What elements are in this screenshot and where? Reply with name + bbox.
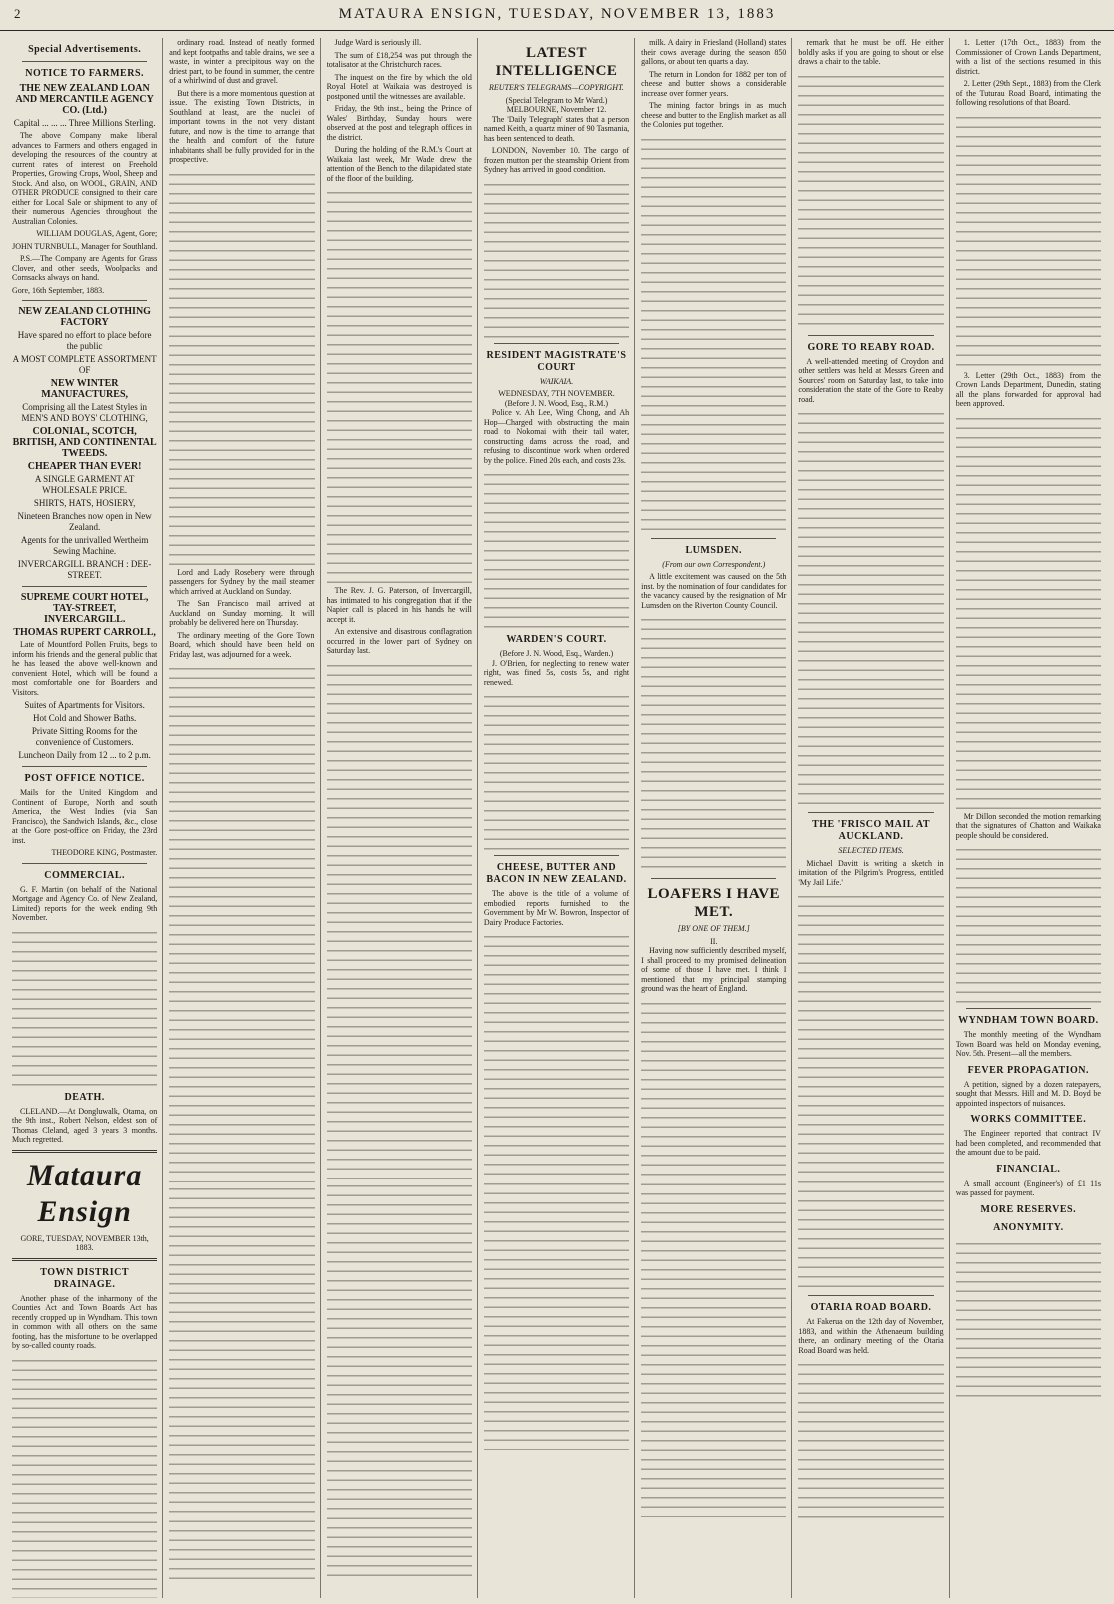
rm-court-text-block: [484, 468, 629, 628]
wardens-court-body: J. O'Brien, for neglecting to renew water right, was fined 5s, costs 5s, and right renewed.: [483, 658, 630, 687]
financial-heading: FINANCIAL.: [996, 1163, 1061, 1175]
col2-body-1: ordinary road. Instead of neatly formed and kept footpaths and table drains, we see a waste, in winter a precipitous way on the driest part, to be found in summer, the centre of a whirlwind of dust and gravel.: [169, 38, 315, 85]
gore-reaby-text-block: [798, 407, 943, 807]
drainage-heading: TOWN DISTRICT DRAINAGE.: [40, 1266, 130, 1290]
king-signature: THEODORE KING, Postmaster.: [51, 848, 158, 857]
wardens-text-block: [484, 690, 629, 850]
page-number: 2: [14, 6, 23, 21]
loafers-byline: [BY ONE OF THEM.]: [677, 924, 750, 933]
col3-body-1: Judge Ward is seriously ill.: [334, 38, 422, 47]
fever-heading: FEVER PROPAGATION.: [967, 1064, 1090, 1076]
gore-date: Gore, 16th September, 1883.: [12, 285, 105, 295]
hotel-heading: SUPREME COURT HOTEL, TAY-STREET, INVERCARGILL.: [20, 592, 149, 625]
wholesale-line: A SINGLE GARMENT AT WHOLESALE PRICE.: [34, 474, 135, 495]
sitting-line: Private Sitting Rooms for the convenience of Customers.: [31, 726, 138, 747]
wertheim-line: Agents for the unrivalled Wertheim Sewing Machine.: [20, 535, 149, 556]
wyndham-body: The monthly meeting of the Wyndham Town Board was held on Monday evening, Nov. 5th. Present—all the members.: [955, 1030, 1101, 1058]
col3-body-4: Friday, the 9th inst., being the Prince of Wales' Birthday, Sunday hours were observed at the post and telegraph offices in the district.: [326, 104, 472, 142]
col3-text-block-3: [327, 1179, 472, 1579]
telegram-dateline: (Special Telegram to Mr Ward.) MELBOURNE, November 12.: [505, 95, 608, 114]
col6-body-1: remark that he must be off. He either boldly asks if you are going to shout or else draws a chair to the table.: [798, 38, 944, 66]
wyndham-heading: WYNDHAM TOWN BOARD.: [958, 1015, 1099, 1026]
col5-body-1: milk. A dairy in Friesland (Holland) states their cows average during the season 850 gallons, or about ten quarts a day.: [641, 38, 787, 66]
douglas-signature: WILLIAM DOUGLAS, Agent, Gore;: [36, 229, 158, 238]
column-1: [12, 38, 163, 1598]
col3-body-5: During the holding of the R.M.'s Court at Waikaia last week, Mr Wade drew the attention of the Bench to the dilapidated state of the floor of the building.: [326, 145, 472, 183]
carroll-name: THOMAS RUPERT CARROLL,: [13, 627, 156, 638]
rm-court-body: Police v. Ah Lee, Wing Chong, and Ah Hop—Charged with obstructing the main road to Nokomai with their tail water, constructing dams across the road, and refusing to discontinue work when ordered by the police. Fined 20s each, and costs 23s.: [483, 408, 630, 465]
col3-body-2: The sum of £18,254 was put through the totalisator at the Christchurch races.: [326, 50, 472, 69]
col2-text-block-3: [169, 1182, 314, 1582]
frisco-sub: SELECTED ITEMS.: [838, 846, 904, 855]
mens-clothing: Comprising all the Latest Styles in MEN'S AND BOYS' CLOTHING,: [21, 402, 148, 423]
financial-body: A small account (Engineer's) of £1 11s was passed for payment.: [955, 1178, 1101, 1197]
col7-body-4: Mr Dillon seconded the motion remarking that the signatures of Chatton and Waikaka people should be considered.: [955, 811, 1101, 840]
lumsden-heading: LUMSDEN.: [685, 544, 743, 556]
col2-text-block-2: [169, 662, 314, 1182]
telegram-2: LONDON, November 10. The cargo of frozen mutton per the steamship Orient from Sydney has arrived in good condition.: [483, 146, 630, 174]
capital-line: Capital ... ... ... Three Millions Sterling.: [13, 118, 156, 128]
rm-court-date: WEDNESDAY, 7TH NOVEMBER.: [498, 389, 615, 398]
col2-body-5: The ordinary meeting of the Gore Town Board, which should have been held on Friday last, was adjourned for a week.: [169, 630, 315, 659]
column-6: [798, 38, 949, 1598]
works-body: The Engineer reported that contract IV had been completed, and recommended that the amount due to be paid.: [955, 1129, 1101, 1157]
column-3: [327, 38, 478, 1598]
frisco-text-block: [798, 890, 943, 1290]
gore-reaby-body: A well-attended meeting of Croydon and other settlers was held at Messrs Green and Sources' room on Saturday last, to take into consideration the state of the Gore to Reaby road.: [798, 356, 944, 404]
works-heading: WORKS COMMITTEE.: [970, 1114, 1087, 1125]
special-ads-heading: Special Advertisements.: [28, 44, 142, 55]
luncheon-line: Luncheon Daily from 12 ... to 2 p.m.: [18, 750, 151, 760]
baths-line: Hot Cold and Shower Baths.: [33, 713, 137, 723]
column-5: [641, 38, 792, 1598]
drainage-text-block: [12, 1354, 157, 1599]
col5-body-3: The mining factor brings in as much cheese and butter to the English market as all the Colonies put together.: [641, 101, 787, 129]
col3-text-block-2: [327, 659, 472, 1179]
loan-company-name: THE NEW ZEALAND LOAN AND MERCANTILE AGENCY CO. (Ltd.): [15, 83, 154, 116]
masthead: [0, 0, 1114, 31]
lumsden-sub: (From our own Correspondent.): [662, 559, 766, 569]
cheese-text-block: [484, 930, 629, 1450]
drainage-body: Another phase of the inharmony of the Counties Act and Town Boards Act has recently cropped up in Wyndham. This town in common with all others on the same footing, has the misfortune to be overlapped by so-called county roads.: [12, 1293, 158, 1350]
carroll-body: Late of Mountford Pollen Fruits, begs to inform his friends and the general public that he has leased the above well-known and convenient Hotel, which will be found a most comfortable one for Boarders and Visitors.: [12, 640, 158, 697]
col2-body-2: But there is a more momentous question at issue. The existing Town Districts, in Southland at least, are the nuclei of important towns in the not very distant future, and now is the time to arrange that the health and comfort of the future inhabitants shall be fully provided for in the prospective.: [169, 88, 315, 164]
col7-body-1: 1. Letter (17th Oct., 1883) from the Commissioner of Crown Lands Department, with a list of the sections resumed in this district.: [955, 38, 1101, 76]
invercargill-branch: INVERCARGILL BRANCH : DEE-STREET.: [17, 559, 152, 580]
rm-court-before: (Before J. N. Wood, Esq., R.M.): [504, 398, 609, 408]
col3-body-3: The inquest on the fire by which the old Royal Hotel at Waikaia was destroyed is postponed until the witnesses are available.: [326, 72, 472, 101]
rm-court-place: WAIKAIA.: [539, 376, 574, 386]
frisco-mail-heading: THE 'FRISCO MAIL AT AUCKLAND.: [812, 819, 931, 842]
winter-manufactures: NEW WINTER MANUFACTURES,: [41, 378, 129, 400]
col3-body-7: An extensive and disastrous conflagration occurred in the lower part of Sydney on Saturday last.: [326, 627, 472, 655]
cheaper-line: CHEAPER THAN EVER!: [27, 461, 142, 472]
turnbull-signature: JOHN TURNBULL, Manager for Southland.: [12, 241, 158, 251]
col5-body-2: The return in London for 1882 per ton of cheese and butter shows a considerable increase over former years.: [641, 69, 787, 98]
clothing-factory-heading: NEW ZEALAND CLOTHING FACTORY: [18, 306, 151, 328]
branches-line: Nineteen Branches now open in New Zealand.: [17, 511, 152, 532]
nameplate: Mataura Ensign: [26, 1158, 143, 1228]
dateline: GORE, TUESDAY, NOVEMBER 13th, 1883.: [20, 1233, 149, 1252]
columns: [12, 38, 1106, 1598]
col2-body-4: The San Francisco mail arrived at Auckland on Sunday morning. It will probably be delivered here on Thursday.: [169, 599, 315, 627]
otaria-body: At Fakerua on the 12th day of November, 1883, and within the Athenaeum building there, an ordinary meeting of the Otaria Road Board was held.: [798, 1317, 944, 1355]
otaria-text-block: [798, 1358, 943, 1518]
column-2: [169, 38, 320, 1598]
col3-text-block-1: [327, 186, 472, 586]
post-office-heading: POST OFFICE NOTICE.: [24, 773, 145, 784]
death-body: CLELAND.—At Dongluwalk, Otama, on the 9th inst., Robert Nelson, eldest son of Thomas Cleland, aged 3 years 3 months. Much regretted.: [12, 1106, 158, 1144]
assortment-line: A MOST COMPLETE ASSORTMENT OF: [12, 354, 157, 375]
telegram-1: The 'Daily Telegraph' states that a person named Keith, a quartz miner of 90 Tasmania, has been sentenced to death.: [483, 114, 630, 143]
farmers-notice-heading: NOTICE TO FARMERS.: [25, 68, 145, 79]
suites-line: Suites of Apartments for Visitors.: [24, 700, 145, 710]
telegrams-text-block: [484, 178, 629, 338]
wardens-court-heading: WARDEN'S COURT.: [506, 634, 607, 645]
death-heading: DEATH.: [64, 1091, 105, 1103]
rm-court-heading: RESIDENT MAGISTRATE'S COURT: [486, 349, 627, 373]
otaria-heading: OTARIA ROAD BOARD.: [810, 1302, 932, 1313]
shirts-line: SHIRTS, HATS, HOSIERY,: [33, 498, 136, 508]
frisco-body: Michael Davitt is writing a sketch in imitation of the Pilgrim's Progress, entitled 'My Jail Life.': [798, 858, 944, 887]
loafers-part: II.: [710, 936, 718, 946]
cheese-heading: CHEESE, BUTTER AND BACON IN NEW ZEALAND.: [486, 862, 627, 885]
anonymity-heading: ANONYMITY.: [993, 1221, 1064, 1233]
col7-body-3: 3. Letter (29th Oct., 1883) from the Crown Lands Department, Dunedin, stating all the plans forwarded for approval had been approved.: [955, 370, 1101, 408]
column-7: [956, 38, 1106, 1598]
col7-text-block-1: [956, 111, 1101, 371]
commercial-heading: COMMERCIAL.: [44, 869, 126, 881]
col7-text-block-4: [956, 1237, 1101, 1397]
lumsden-body: A little excitement was caused on the 5th inst. by the nomination of four candidates for the vacancy caused by the resignation of Mr Lumsden on the Riverton County Council.: [641, 572, 787, 610]
col2-text-block-1: [169, 168, 314, 568]
reuter-subheading: REUTER'S TELEGRAMS—COPYRIGHT.: [489, 83, 624, 92]
col7-text-block-2: [956, 412, 1101, 812]
col2-body-3: Lord and Lady Rosebery were through passengers for Sydney by the mail steamer which arrived at Auckland on Sunday.: [169, 567, 315, 596]
col7-body-2: 2. Letter (29th Sept., 1883) from the Clerk of the Tuturau Road Board, intimating the following resolutions of that Board.: [955, 79, 1101, 107]
masthead-title: MATAURA ENSIGN, TUESDAY, NOVEMBER 13, 1883: [338, 6, 776, 22]
col6-text-block-1: [798, 70, 943, 330]
lumsden-text-block: [641, 613, 786, 873]
col3-body-6: The Rev. J. G. Paterson, of Invercargill, has intimated to his congregation that if the Napier call is placed in his hands he will accept it.: [326, 586, 472, 624]
loafers-heading: LOAFERS I HAVE MET.: [647, 886, 781, 920]
gore-reaby-heading: GORE TO REABY ROAD.: [807, 341, 935, 353]
cheese-body: The above is the title of a volume of embodied reports furnished to the Government by Mr W. Bowron, Inspector of Dairy Produce Factories.: [483, 889, 630, 927]
loan-body: The above Company make liberal advances to Farmers and others engaged in developing the resources of the country at current rates of interest on Freehold Properties, Growing Crops, Wool, Sheep and Stock. And also, on WOOL, GRAIN, AND OTHER PRODUCE consigned to their care either for Local Sale or shipment to any of their numerous Agencies throughout the Australian Colonies.: [12, 131, 158, 226]
wardens-court-before: (Before J. N. Wood, Esq., Warden.): [499, 649, 614, 658]
column-4: [484, 38, 635, 1598]
fever-body: A petition, signed by a dozen ratepayers, sought that Messrs. Hill and M. D. Boyd be appointed inspectors of nuisances.: [955, 1079, 1101, 1108]
commercial-text-block: [12, 926, 157, 1086]
latest-intelligence-heading: LATEST INTELLIGENCE: [495, 45, 618, 79]
loan-ps: P.S.—The Company are Agents for Grass Clover, and other seeds, Woolpacks and Cornsacks always on hand.: [12, 254, 158, 282]
col7-text-block-3: [956, 843, 1101, 1003]
reserves-heading: MORE RESERVES.: [980, 1203, 1077, 1215]
post-office-body: Mails for the United Kingdom and Continent of Europe, North and south America, the West Indies (via San Francisco), the Sandwich Islands, &c., close at the Gore post-office on Friday, the 23rd inst.: [12, 788, 158, 845]
tweeds-line: COLONIAL, SCOTCH, BRITISH, AND CONTINENTAL TWEEDS.: [12, 426, 157, 459]
loafers-body: Having now sufficiently described myself, I shall proceed to my promised delineation of some of those I have met. I think I mentioned that my principal stamping ground was the heart of England.: [641, 946, 787, 993]
commercial-body: G. F. Martin (on behalf of the National Mortgage and Agency Co. of New Zealand, Limited) reports for the week ending 9th November.: [12, 884, 158, 922]
col5-text-block-1: [641, 133, 786, 533]
clothing-intro: Have spared no effort to place before the public: [17, 330, 152, 351]
loafers-text-block: [641, 997, 786, 1517]
